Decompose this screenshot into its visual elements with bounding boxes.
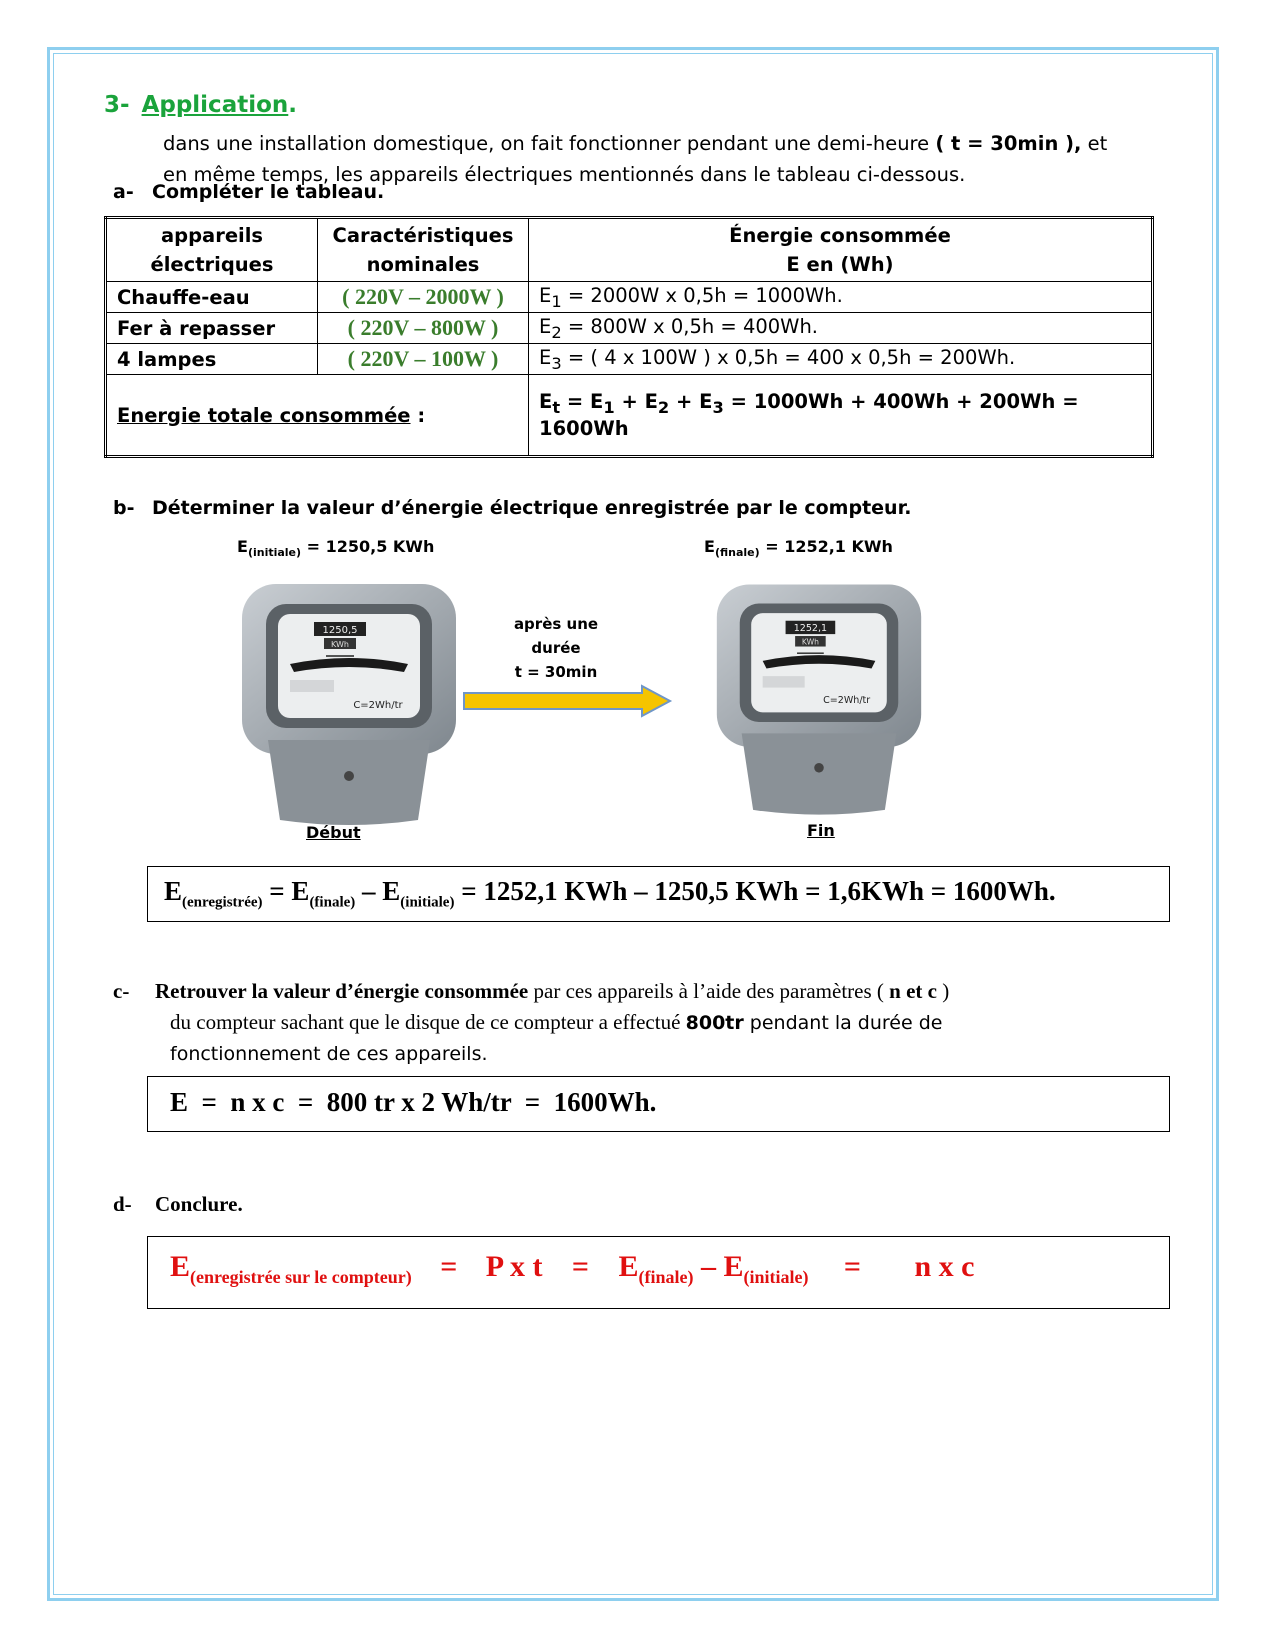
question-c-line2: du compteur sachant que le disque de ce compteur a effectué <box>170 1010 686 1034</box>
answer-box-b <box>147 866 1170 922</box>
question-b-text: Déterminer la valeur d’énergie électrique enregistrée par le compteur. <box>152 497 912 519</box>
row-carac: ( 220V – 2000W ) <box>318 282 529 313</box>
equation-n-times-c: E = n x c = 800 tr x 2 Wh/tr = 1600Wh. <box>170 1087 657 1117</box>
meter-initial-display: 1250,5 <box>322 625 358 636</box>
question-d <box>113 1192 243 1217</box>
duration-arrow <box>462 684 674 718</box>
row-name: 4 lampes <box>106 344 318 375</box>
question-a-letter: a- <box>113 181 134 203</box>
caption-fin: Fin <box>807 821 835 840</box>
question-a <box>113 181 384 203</box>
meter-final-constant: C=2Wh/tr <box>823 694 871 706</box>
question-c-params: n et c <box>889 979 937 1003</box>
row-energy: $E_1 = 2000W$ x 0,5h = 1000Wh. <box>529 282 1153 313</box>
section-period: . <box>288 92 298 118</box>
question-d-text: Conclure. <box>155 1192 243 1216</box>
meter-initial-constant: C=2Wh/tr <box>353 700 403 711</box>
question-c-bold: Retrouver la valeur d’énergie consommée <box>155 979 529 1003</box>
meter-initial-image <box>238 580 460 830</box>
caption-debut: Début <box>306 823 361 842</box>
arrow-caption-line1: après une durée <box>513 615 599 657</box>
question-c-line3: fonctionnement de ces appareils. <box>170 1043 488 1065</box>
total-label: Energie totale consommée : <box>106 375 529 457</box>
row-name: Fer à repasser <box>106 313 318 344</box>
total-value: $E_t = E_1 + E_2 + E_3 = 1000Wh + 400Wh + 200Wh = 1600Wh$ <box>529 375 1153 457</box>
intro-duration: ( t = 30min ), <box>935 132 1082 155</box>
header-caracteristiques: Caractéristiques nominales <box>318 218 529 282</box>
question-d-letter: d- <box>113 1192 132 1216</box>
question-b <box>113 497 911 519</box>
table-total-row <box>106 375 1153 457</box>
row-carac: ( 220V – 800W ) <box>318 313 529 344</box>
row-name: Chauffe-eau <box>106 282 318 313</box>
section-title-word: Application <box>141 92 289 118</box>
arrow-caption-line2: t = 30min <box>514 663 598 681</box>
table-row <box>106 282 1153 313</box>
row-energy: $E_2 = 800W$ x 0,5h = 400Wh. <box>529 313 1153 344</box>
equation-recorded-energy: $E_{(enregistrée)} = E_{(finale)} - E_{(initiale)} = 1252,1$ KWh – 1250,5 KWh = 1,6KWh = 1600Wh. <box>164 876 1056 911</box>
arrow-caption <box>488 612 624 684</box>
question-c-letter: c- <box>113 979 130 1003</box>
header-energie: Énergie consommée E en (Wh) <box>529 218 1153 282</box>
meter-final-unit: KWh <box>801 637 819 647</box>
meter-final-display: 1252,1 <box>793 623 828 635</box>
answer-box-c <box>147 1076 1170 1132</box>
intro-line1: dans une installation domestique, on fait fonctionner pendant une demi-heure <box>163 132 936 155</box>
section-number: 3- <box>104 92 130 118</box>
header-appareils: appareils électriques <box>106 218 318 282</box>
row-carac: ( 220V – 100W ) <box>318 344 529 375</box>
answer-box-d <box>147 1236 1170 1309</box>
table-header-row <box>106 218 1153 282</box>
question-c: c- Retrouver la valeur d’énergie consommée par ces appareils à l’aide des paramètres ( n et c ) du compteur sachant que le disque de ce compteur a effectué 800tr pendant la durée de fonctionnement de ces appareils. <box>113 976 949 1070</box>
question-c-turns: 800tr <box>685 1012 744 1034</box>
intro-line2: en même temps, les appareils électriques mentionnés dans le tableau ci-dessous. <box>163 163 966 186</box>
intro-line1-end: et <box>1081 132 1108 155</box>
energy-table <box>104 216 1154 458</box>
table-row <box>106 313 1153 344</box>
question-b-letter: b- <box>113 497 135 519</box>
equation-conclusion: $E_{(enregistrée sur le compteur)} = P$ x $t = E_{(finale)} - E_{(initiale)} = n$ x c <box>170 1250 975 1287</box>
meter-final-label: $E_{(finale)} = 1252,1$ KWh <box>704 537 893 560</box>
meter-initial-label: $E_{(initiale)} = 1250,5$ KWh <box>237 537 435 560</box>
section-title <box>104 92 297 118</box>
question-a-text: Compléter le tableau. <box>152 181 385 203</box>
table-row <box>106 344 1153 375</box>
question-c-text: par ces appareils à l’aide des paramètres ( <box>528 979 890 1003</box>
row-energy: $E_3$ = ( 4 x 100W ) x 0,5h = 400 x 0,5h = 200Wh. <box>529 344 1153 375</box>
meter-initial-unit: KWh <box>331 640 349 649</box>
meter-final-image <box>713 580 925 820</box>
